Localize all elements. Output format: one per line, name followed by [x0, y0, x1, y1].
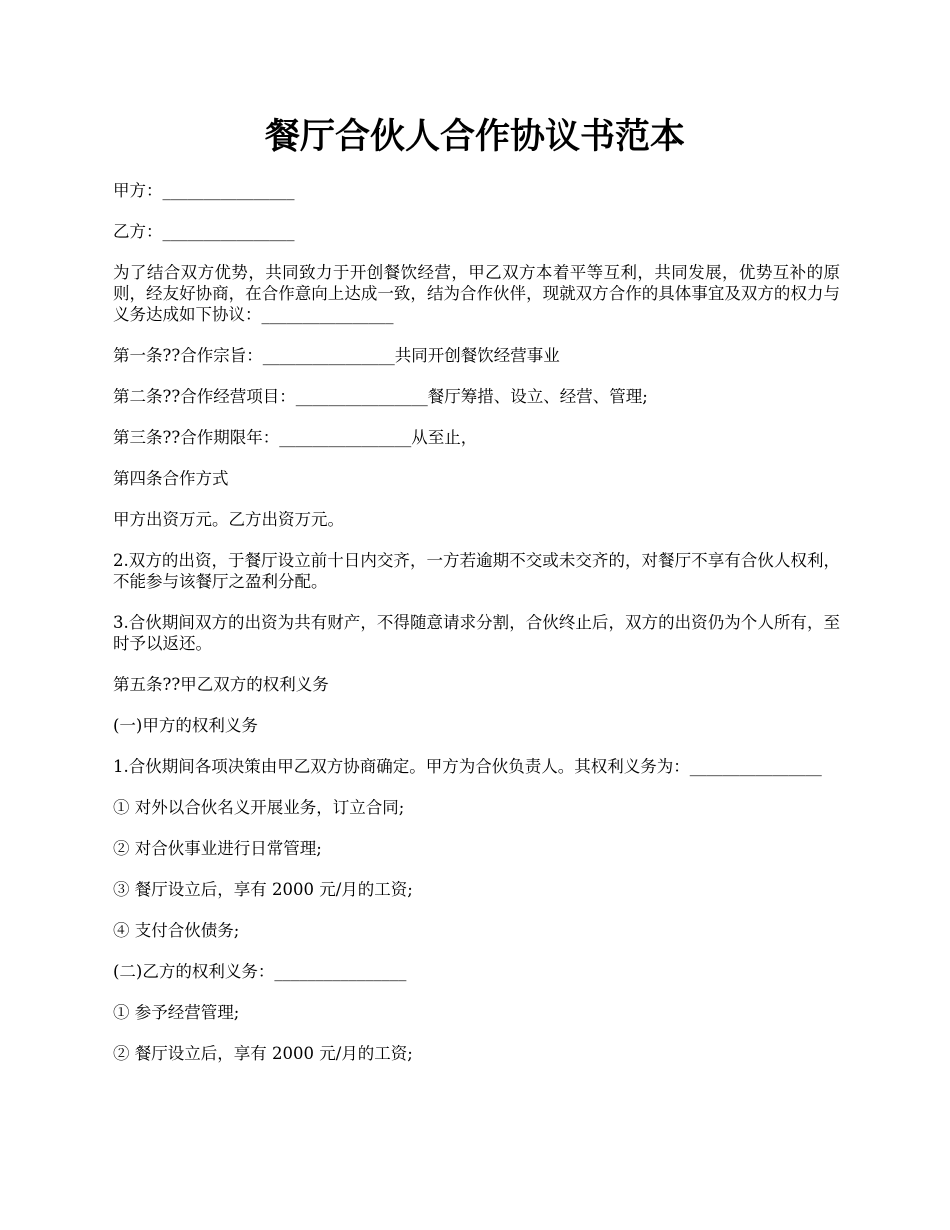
preamble-paragraph: 为了结合双方优势，共同致力于开创餐饮经营，甲乙双方本着平等互利，共同发展，优势互补的原则，经友好协商，在合作意向上达成一致，结为合作伙伴，现就双方合作的具体事宜及双方的权力与义务达成如下协议：________________: [113, 263, 840, 324]
party-b-right-2: ② 餐厅设立后，享有 2000 元/月的工资;: [113, 1044, 413, 1063]
article-2: 第二条??合作经营项目：________________餐厅筹措、设立、经营、管理;: [113, 387, 648, 406]
article-4-item-2: 2.双方的出资，于餐厅设立前十日内交齐，一方若逾期不交或未交齐的，对餐厅不享有合伙人权利，不能参与该餐厅之盈利分配。: [113, 551, 840, 591]
article-3: 第三条??合作期限年：________________从至止，: [113, 428, 478, 447]
party-b-right-1: ① 参予经营管理;: [113, 1003, 240, 1022]
party-a-line: 甲方：________________: [113, 181, 295, 200]
party-a-rights-heading: (一)甲方的权利义务: [113, 716, 258, 735]
party-b-line: 乙方：________________: [113, 222, 295, 241]
article-4-item-3: 3.合伙期间双方的出资为共有财产，不得随意请求分割，合伙终止后，双方的出资仍为个人所有，至时予以返还。: [113, 613, 840, 653]
party-a-right-3: ③ 餐厅设立后，享有 2000 元/月的工资;: [113, 880, 413, 899]
article-4-heading: 第四条合作方式: [113, 469, 229, 488]
party-a-rights-intro: 1.合伙期间各项决策由甲乙双方协商确定。甲方为合伙负责人。其权利义务为：________________: [113, 757, 822, 776]
article-5-heading: 第五条??甲乙双方的权利义务: [113, 675, 329, 694]
party-a-right-2: ② 对合伙事业进行日常管理;: [113, 839, 322, 858]
party-b-rights-heading: (二)乙方的权利义务：________________: [113, 962, 407, 981]
article-4-item-1: 甲方出资万元。乙方出资万元。: [113, 510, 344, 529]
party-a-right-4: ④ 支付合伙债务;: [113, 921, 240, 940]
party-a-right-1: ① 对外以合伙名义开展业务，订立合同;: [113, 798, 405, 817]
document-body: [113, 180, 840, 1084]
document-title: 餐厅合伙人合作协议书范本: [264, 117, 685, 157]
article-1: 第一条??合作宗旨：________________共同开创餐饮经营事业: [113, 346, 560, 365]
